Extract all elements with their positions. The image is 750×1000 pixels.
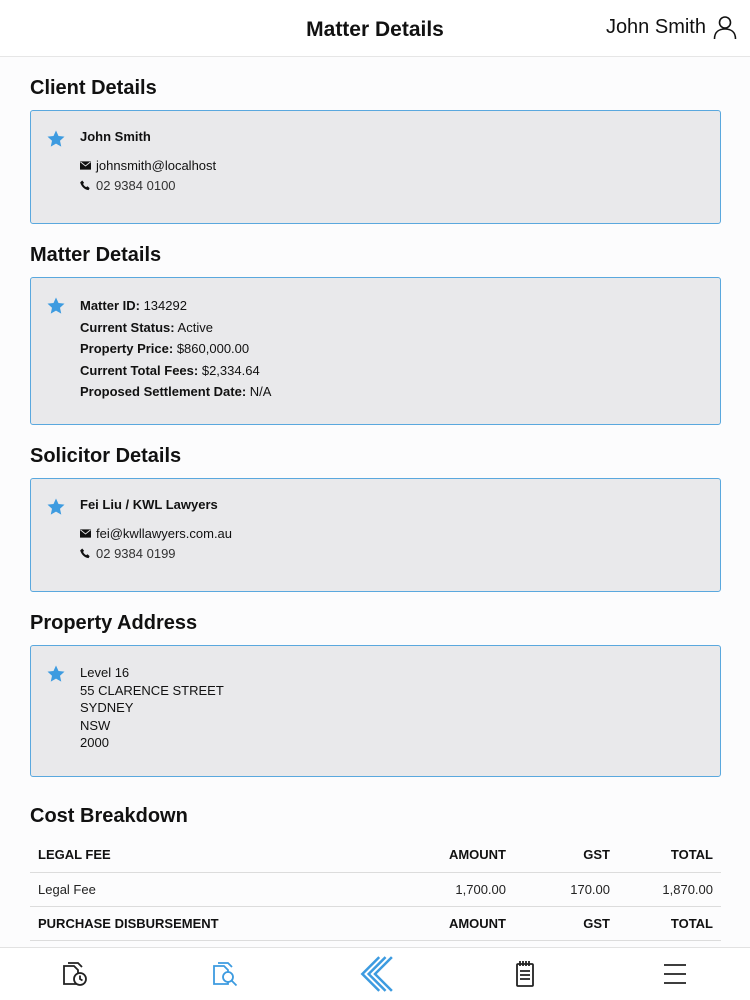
- column-header: AMOUNT: [330, 906, 514, 940]
- solicitor-details-title: Solicitor Details: [30, 445, 182, 467]
- tab-menu[interactable]: [645, 952, 705, 996]
- property-price-label: Property Price:: [80, 341, 174, 356]
- address-line: 55 CLARENCE STREET: [80, 682, 224, 698]
- solicitor-phone-row[interactable]: [80, 546, 704, 561]
- solicitor-phone[interactable]: 02 9384 0199: [96, 546, 176, 561]
- client-name: John Smith: [80, 129, 151, 144]
- solicitor-email-row[interactable]: [80, 526, 704, 541]
- matter-id-value: 134292: [143, 298, 187, 313]
- column-header: PURCHASE DISBURSEMENT: [30, 906, 330, 940]
- client-card: [30, 110, 721, 224]
- total-fees-value: $2,334.64: [201, 362, 260, 378]
- document-clock-icon: [59, 958, 91, 990]
- cost-breakdown-title: Cost Breakdown: [30, 805, 188, 827]
- matter-status-label: Current Status:: [80, 319, 175, 335]
- address-line: Level 16: [80, 665, 130, 680]
- address-line: NSW: [80, 717, 111, 733]
- column-header: AMOUNT: [330, 838, 514, 872]
- settlement-date-row: [80, 381, 704, 403]
- matter-details-title: Matter Details: [30, 244, 162, 266]
- tab-home[interactable]: [345, 952, 405, 996]
- matter-status-value: Active: [177, 319, 213, 335]
- client-phone-row[interactable]: [80, 178, 704, 193]
- settlement-date-value: N/A: [249, 384, 272, 399]
- matter-id-label: Matter ID:: [80, 298, 140, 313]
- star-icon[interactable]: [46, 497, 66, 517]
- tab-history[interactable]: [45, 952, 105, 996]
- table-header-row: [30, 838, 721, 872]
- star-icon[interactable]: [46, 664, 66, 684]
- user-account[interactable]: [606, 14, 738, 40]
- main-content: [0, 57, 750, 947]
- property-address-card: [30, 645, 721, 777]
- client-email-row[interactable]: [80, 158, 704, 173]
- cost-total: 1,870.00: [618, 872, 721, 906]
- phone-icon: [80, 180, 91, 191]
- settlement-date-label: Proposed Settlement Date:: [80, 384, 247, 399]
- tab-notes[interactable]: [495, 952, 555, 996]
- solicitor-email[interactable]: fei@kwllawyers.com.au: [96, 526, 233, 541]
- matter-status-row: [80, 317, 704, 339]
- star-icon[interactable]: [46, 129, 66, 149]
- hamburger-menu-icon: [659, 958, 691, 990]
- chevron-logo-icon: [356, 955, 394, 993]
- star-icon[interactable]: [46, 296, 66, 316]
- property-address-title: Property Address: [30, 612, 198, 634]
- property-price-row: [80, 338, 704, 360]
- solicitor-card: [30, 478, 721, 592]
- table-header-row: [30, 906, 721, 940]
- user-name: John Smith: [605, 15, 706, 38]
- tab-search[interactable]: [195, 952, 255, 996]
- app-header: [0, 0, 750, 57]
- solicitor-name: Fei Liu / KWL Lawyers: [80, 497, 218, 512]
- cost-item: Legal Fee: [30, 872, 330, 906]
- cost-amount: 1,700.00: [330, 872, 514, 906]
- table-row: [30, 872, 721, 906]
- user-icon: [712, 14, 738, 40]
- envelope-icon: [80, 528, 91, 539]
- total-fees-row: [80, 360, 704, 382]
- column-header: LEGAL FEE: [30, 838, 330, 872]
- notepad-icon: [509, 958, 541, 990]
- envelope-icon: [80, 160, 91, 171]
- cost-gst: 170.00: [514, 872, 618, 906]
- document-search-icon: [209, 958, 241, 990]
- matter-id-row: [80, 295, 704, 317]
- address-line: SYDNEY: [80, 700, 134, 716]
- total-fees-label: Current Total Fees:: [80, 362, 199, 378]
- client-phone[interactable]: 02 9384 0100: [96, 178, 176, 193]
- matter-card: [30, 277, 721, 425]
- column-header: TOTAL: [618, 906, 721, 940]
- bottom-tab-bar: [0, 947, 750, 1000]
- client-email[interactable]: johnsmith@localhost: [96, 158, 217, 173]
- column-header: TOTAL: [618, 838, 721, 872]
- client-details-title: Client Details: [30, 77, 157, 99]
- column-header: GST: [514, 838, 618, 872]
- page-title: Matter Details: [306, 18, 444, 41]
- property-price-value: $860,000.00: [176, 341, 250, 356]
- column-header: GST: [514, 906, 618, 940]
- phone-icon: [80, 548, 91, 559]
- address-line: 2000: [80, 735, 109, 751]
